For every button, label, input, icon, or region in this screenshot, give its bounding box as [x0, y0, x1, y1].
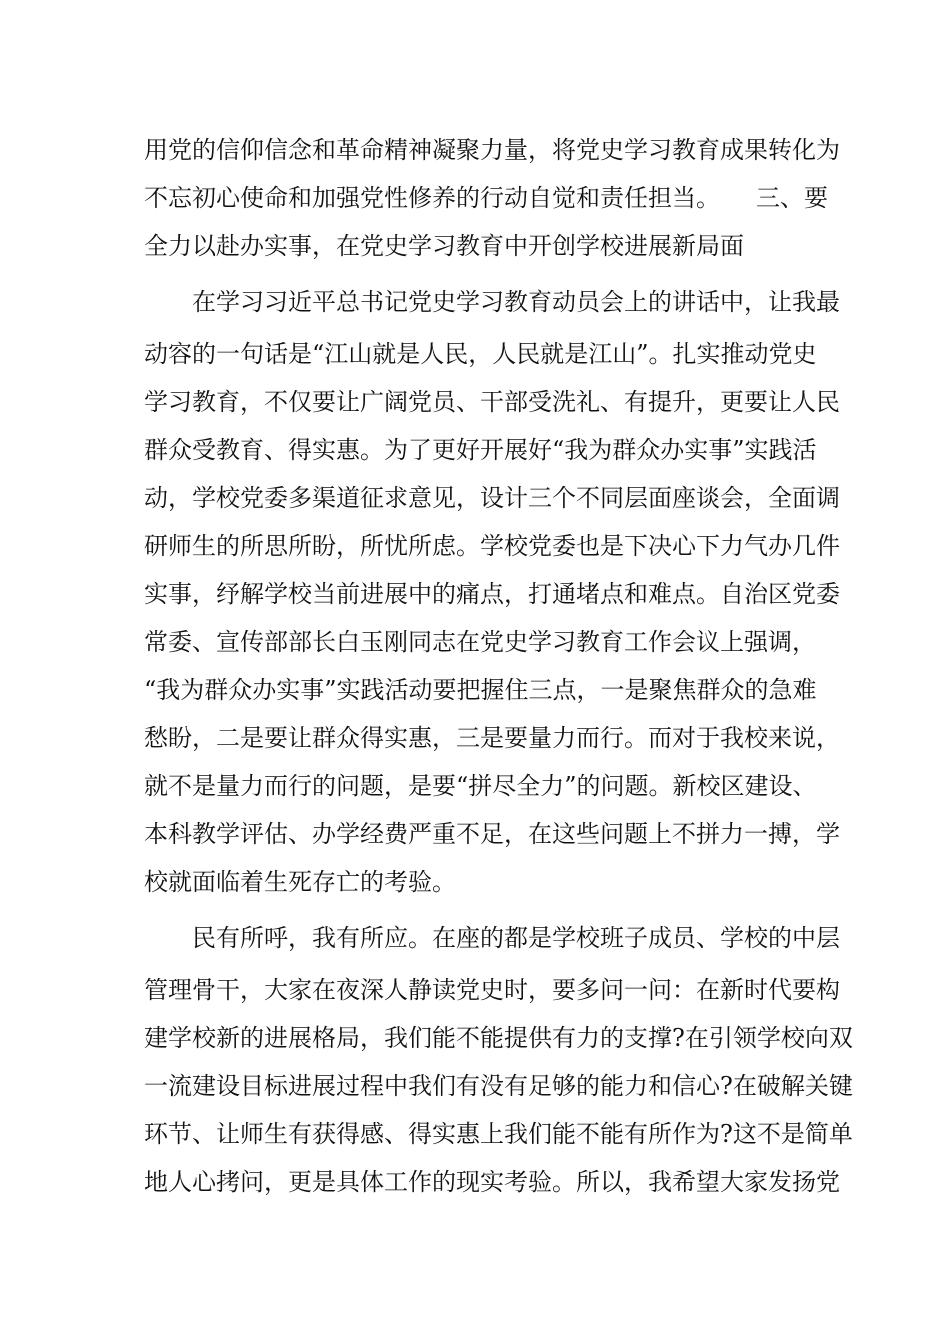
- text-line: 常委、宣传部部长白玉刚同志在党史学习教育工作会议上强调，: [144, 628, 816, 656]
- text-line: 建学校新的进展格局，我们能不能提供有力的支撑?在引领学校向双: [144, 1024, 853, 1052]
- text-line: 动容的一句话是“江山就是人民，人民就是江山”。扎实推动党史: [144, 340, 817, 368]
- text-line: 动，学校党委多渠道征求意见，设计三个不同层面座谈会，全面调: [144, 484, 840, 512]
- text-line: 全力以赴办实事，在党史学习教育中开创学校进展新局面: [144, 232, 744, 260]
- text-line: 群众受教育、得实惠。为了更好开展好“我为群众办实事”实践活: [144, 436, 817, 464]
- text-line: 管理骨干，大家在夜深人静读党史时，要多问一问：在新时代要构: [144, 976, 840, 1004]
- text-line: 本科教学评估、办学经费严重不足，在这些问题上不拼力一搏，学: [144, 820, 840, 848]
- text-line: 研师生的所思所盼，所忧所虑。学校党委也是下决心下力气办几件: [144, 532, 840, 560]
- text-line: 民有所呼，我有所应。在座的都是学校班子成员、学校的中层: [192, 924, 840, 952]
- text-line: 一流建设目标进展过程中我们有没有足够的能力和信心?在破解关键: [144, 1072, 853, 1100]
- text-line: 实事，纾解学校当前进展中的痛点，打通堵点和难点。自治区党委: [144, 580, 840, 608]
- text-line: 地人心拷问，更是具体工作的现实考验。所以，我希望大家发扬党: [144, 1168, 840, 1196]
- text-line: 学习教育，不仅要让广阔党员、干部受洗礼、有提升，更要让人民: [144, 388, 840, 416]
- text-line: “我为群众办实事”实践活动要把握住三点，一是聚焦群众的急难: [144, 676, 817, 704]
- text-line: 就不是量力而行的问题，是要“拼尽全力”的问题。新校区建设、: [144, 772, 817, 800]
- text-line: 环节、让师生有获得感、得实惠上我们能不能有所作为?这不是简单: [144, 1120, 853, 1148]
- text-line: 不忘初心使命和加强党性修养的行动自觉和责任担当。 三、要: [144, 184, 828, 212]
- text-line: 用党的信仰信念和革命精神凝聚力量，将党史学习教育成果转化为: [144, 136, 840, 164]
- text-line: 在学习习近平总书记党史学习教育动员会上的讲话中，让我最: [192, 288, 840, 316]
- text-line: 校就面临着生死存亡的考验。: [144, 868, 456, 896]
- text-line: 愁盼，二是要让群众得实惠，三是要量力而行。而对于我校来说，: [144, 724, 840, 752]
